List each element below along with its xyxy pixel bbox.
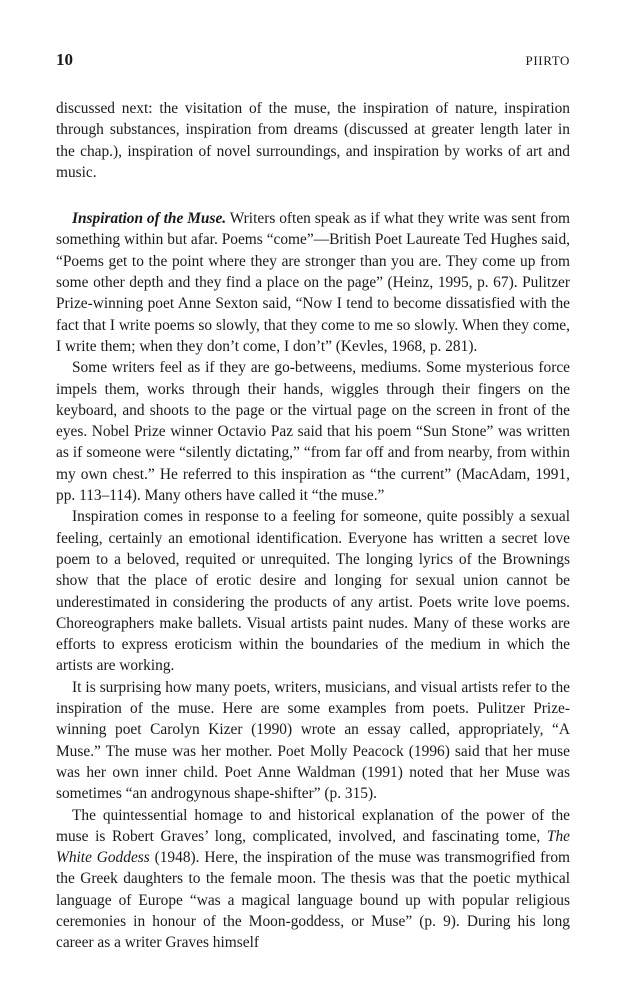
paragraph-white-goddess — [56, 805, 570, 954]
paragraph-muse-intro — [56, 208, 570, 357]
body-text — [56, 98, 570, 954]
paragraph-text: Some writers feel as if they are go-betweens, mediums. Some mysterious force impels them, works through their hands, wiggles through their fingers on the keyboard, and shoots to the page or the virtual page on the screen in front of the eyes. Nobel Prize winner Octavio Paz said that his poem “Sun Stone” was written as if someone were “silently dictating,” “from far off and from nearby, from within my own chest.” He referred to this inspiration as “the current” (MacAdam, 1991, pp. 113–114). Many others have called it “the muse.” — [56, 359, 570, 505]
paragraph-text: The quintessential homage to and historical explanation of the power of the muse is Robert Graves’ long, complicated, involved, and fascinating tome, — [56, 806, 570, 845]
paragraph-go-betweens — [56, 357, 570, 506]
running-head — [56, 50, 570, 74]
running-title: PIIRTO — [525, 53, 570, 68]
paragraph-text: (1948). Here, the inspiration of the muse was transmogrified from the Greek daughters to the female moon. The thesis was that the poetic mythical language of Europe “was a magical language bound up with popular religious ceremonies in honour of the Moon-goddess, or Muse” (p. 9). During his long career as a writer Graves himself — [56, 849, 571, 952]
paragraph-continued — [56, 98, 570, 183]
paragraph-text: It is surprising how many poets, writers, musicians, and visual artists refer to the inspiration of the muse. Here are some examples from poets. Pulitzer Prize-winning poet Carolyn Kizer (1990) wrote an essay called, appropriately, “A Muse.” The muse was her mother. Poet Molly Peacock (1996) said that her muse was her own inner child. Poet Anne Waldman (1991) noted that her Muse was sometimes “an androgynous shape-shifter” (p. 315). — [56, 678, 570, 803]
paragraph-text: discussed next: the visitation of the muse, the inspiration of nature, inspiration through substances, inspiration from dreams (discussed at greater length later in the chap.), inspiration of novel surroundings, and inspiration by works of art and music. — [56, 100, 570, 181]
paragraph-poet-examples — [56, 677, 570, 805]
section-heading: Inspiration of the Muse. — [72, 210, 227, 228]
page-number: 10 — [56, 50, 73, 69]
paragraph-text: Inspiration comes in response to a feeling for someone, quite possibly a sexual feeling, certainly an emotional identification. Everyone has written a secret love poem to a beloved, requited or unrequited. The longing lyrics of the Brownings show that the place of erotic desire and longing for sexual union cannot be underestimated in considering the products of any artist. Poets write love poems. Choreographers make ballets. Visual artists paint nudes. Many of these works are efforts to express eroticism within the boundaries of the medium in which the artists are working. — [56, 508, 570, 675]
book-page — [56, 50, 570, 954]
paragraph-love-inspiration — [56, 506, 570, 676]
paragraph-text: Writers often speak as if what they write was sent from something within but afar. Poems “come”—British Poet Laureate Ted Hughes said, “Poems get to the point where they are stronger than you are. They come up from some other depth and they find a place on the page” (Heinz, 1995, p. 67). Pulitzer Prize-winning poet Anne Sexton said, “Now I tend to become dissatisfied with the fact that I write poems so slowly, that they come to me so slowly. When they come, I write them; when they don’t come, I don’t” (Kevles, 1968, p. 281). — [56, 210, 570, 355]
book-title: The White Goddess — [56, 827, 570, 867]
